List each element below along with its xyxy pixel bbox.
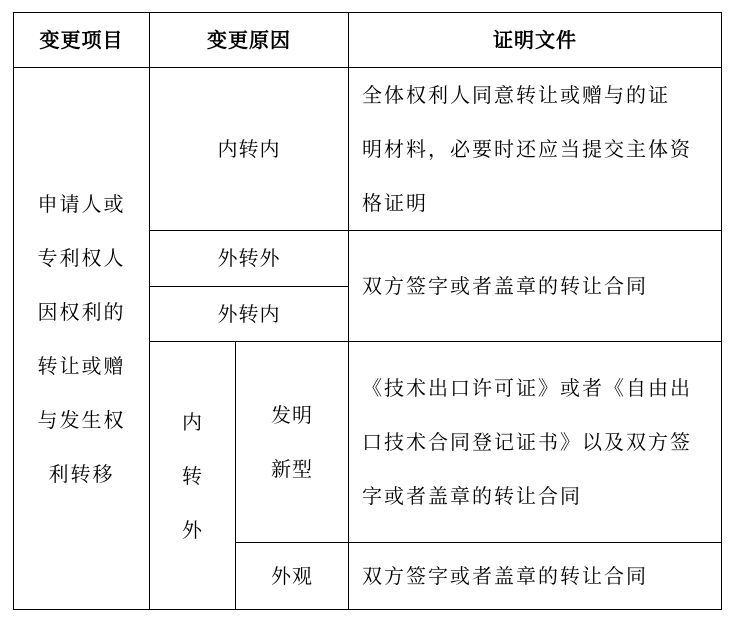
reason-char: 转 [182, 463, 203, 488]
document-outer-shared: 双方签字或者盖章的转让合同 [349, 231, 722, 342]
reason-char: 外 [182, 517, 203, 542]
change-item-line: 因权利的 [37, 299, 126, 324]
change-item-line: 与发生权 [37, 407, 126, 432]
reason-inner-to-outer [150, 342, 236, 610]
document-line: 《技术出口许可证》或者《自由出 [362, 376, 692, 400]
patent-type-line: 新型 [271, 457, 313, 481]
document-inner-to-inner [349, 68, 722, 231]
reason-inner-to-inner: 内转内 [150, 68, 349, 231]
header-change-item: 变更项目 [14, 13, 150, 68]
reason-outer-to-outer: 外转外 [150, 231, 349, 287]
header-row [14, 13, 722, 68]
table-row-inner-to-inner [14, 68, 722, 231]
reason-char: 内 [182, 409, 203, 434]
document-line: 格证明 [362, 191, 428, 215]
document-invention [349, 342, 722, 543]
document-line: 字或者盖章的转让合同 [362, 484, 582, 508]
header-change-reason: 变更原因 [150, 13, 349, 68]
document-design: 双方签字或者盖章的转让合同 [349, 543, 722, 610]
document-line: 明材料，必要时还应当提交主体资 [362, 137, 692, 161]
change-item-line: 申请人或 [37, 191, 126, 216]
document-line: 口技术合同登记证书》以及双方签 [362, 430, 692, 454]
change-item-line: 专利权人 [37, 245, 126, 270]
document-line: 全体权利人同意转让或赠与的证 [362, 83, 670, 107]
change-item-cell [14, 68, 150, 610]
patent-type-invention [236, 342, 349, 543]
change-item-line: 利转移 [48, 461, 115, 486]
header-proof-documents: 证明文件 [349, 13, 722, 68]
change-documents-table [13, 12, 722, 610]
patent-type-line: 发明 [271, 403, 313, 427]
patent-type-design: 外观 [236, 543, 349, 610]
reason-outer-to-inner: 外转内 [150, 287, 349, 342]
change-item-line: 转让或赠 [37, 353, 126, 378]
